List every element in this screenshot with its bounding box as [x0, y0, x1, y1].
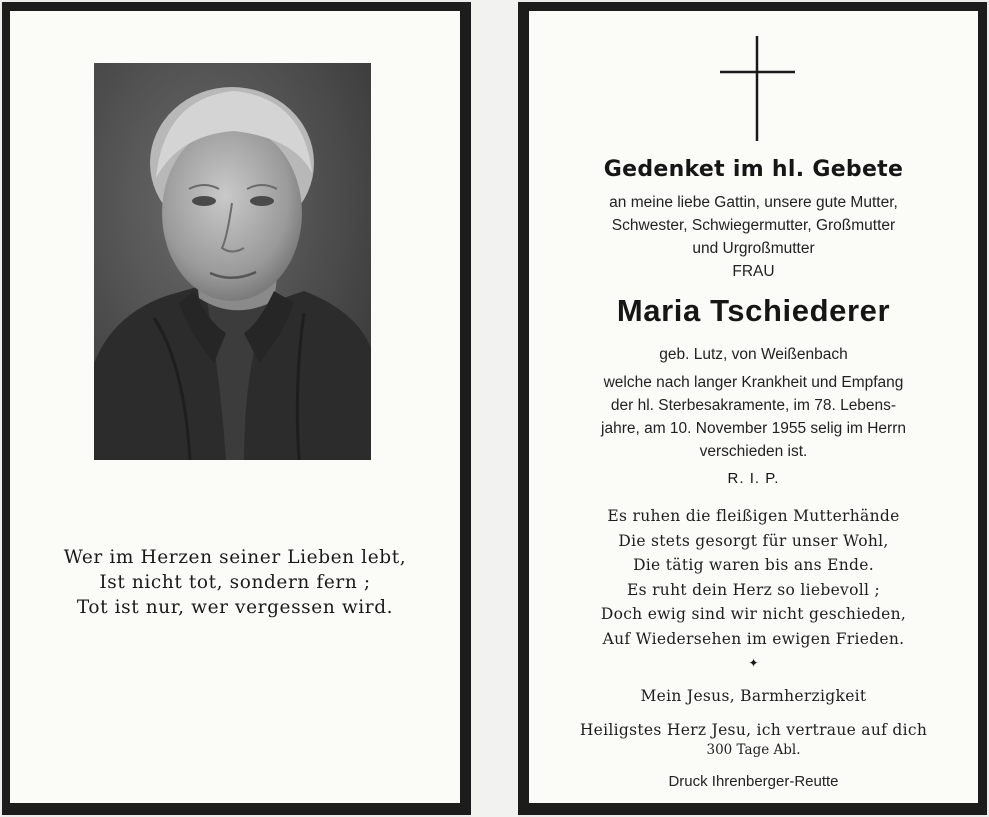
prayer-line: Mein Jesus, Barmherzigkeit: [640, 687, 867, 705]
poem-line: Die stets gesorgt für unser Wohl,: [618, 531, 889, 550]
bio-line: jahre, am 10. November 1955 selig im Herrn: [601, 420, 906, 437]
dedication-text: [529, 191, 978, 283]
ornament-icon: ✦: [748, 656, 759, 670]
card-gutter: [471, 0, 518, 817]
prayer-line: Heiligstes Herz Jesu, ich vertraue auf dich: [579, 721, 928, 739]
memorial-poem: [529, 504, 978, 651]
rip-text: R. I. P.: [727, 470, 780, 487]
deceased-name: Maria Tschiederer: [616, 293, 891, 328]
poem-line: Auf Wiedersehen im ewigen Frieden.: [602, 629, 905, 648]
heading: Gedenket im hl. Gebete: [603, 157, 904, 182]
verse-line: Wer im Herzen seiner Lieben lebt,: [63, 547, 407, 568]
intro-line: und Urgroßmutter: [692, 240, 815, 257]
memorial-verse: [10, 545, 460, 620]
indulgence-note: 300 Tage Abl.: [706, 742, 801, 758]
verse-line: Tot ist nur, wer vergessen wird.: [76, 597, 394, 618]
poem-line: Doch ewig sind wir nicht geschieden,: [600, 605, 907, 623]
bio-line: der hl. Sterbesakramente, im 78. Lebens-: [610, 397, 897, 414]
poem-line: Es ruht dein Herz so liebevoll ;: [626, 580, 881, 599]
intro-line: an meine liebe Gattin, unsere gute Mutter,: [609, 194, 898, 211]
poem-line: Es ruhen die fleißigen Mutterhände: [607, 507, 900, 525]
portrait-photo: [94, 63, 371, 460]
verse-line: Ist nicht tot, sondern fern ;: [99, 572, 371, 593]
portrait-illustration: [94, 63, 371, 460]
bio-line: verschieden ist.: [699, 443, 808, 460]
bio-line: welche nach langer Krankheit und Empfang: [603, 374, 904, 391]
intro-line: Schwester, Schwiegermutter, Großmutter: [611, 217, 896, 234]
left-card: [2, 2, 471, 815]
right-card: [518, 2, 987, 815]
cross-icon: [529, 11, 978, 151]
printer-credit: Druck Ihrenberger-Reutte: [668, 773, 839, 790]
death-notice: [529, 371, 978, 463]
intro-line: FRAU: [732, 263, 775, 280]
poem-line: Die tätig waren bis ans Ende.: [633, 556, 874, 574]
birth-name: geb. Lutz, von Weißenbach: [659, 346, 848, 363]
